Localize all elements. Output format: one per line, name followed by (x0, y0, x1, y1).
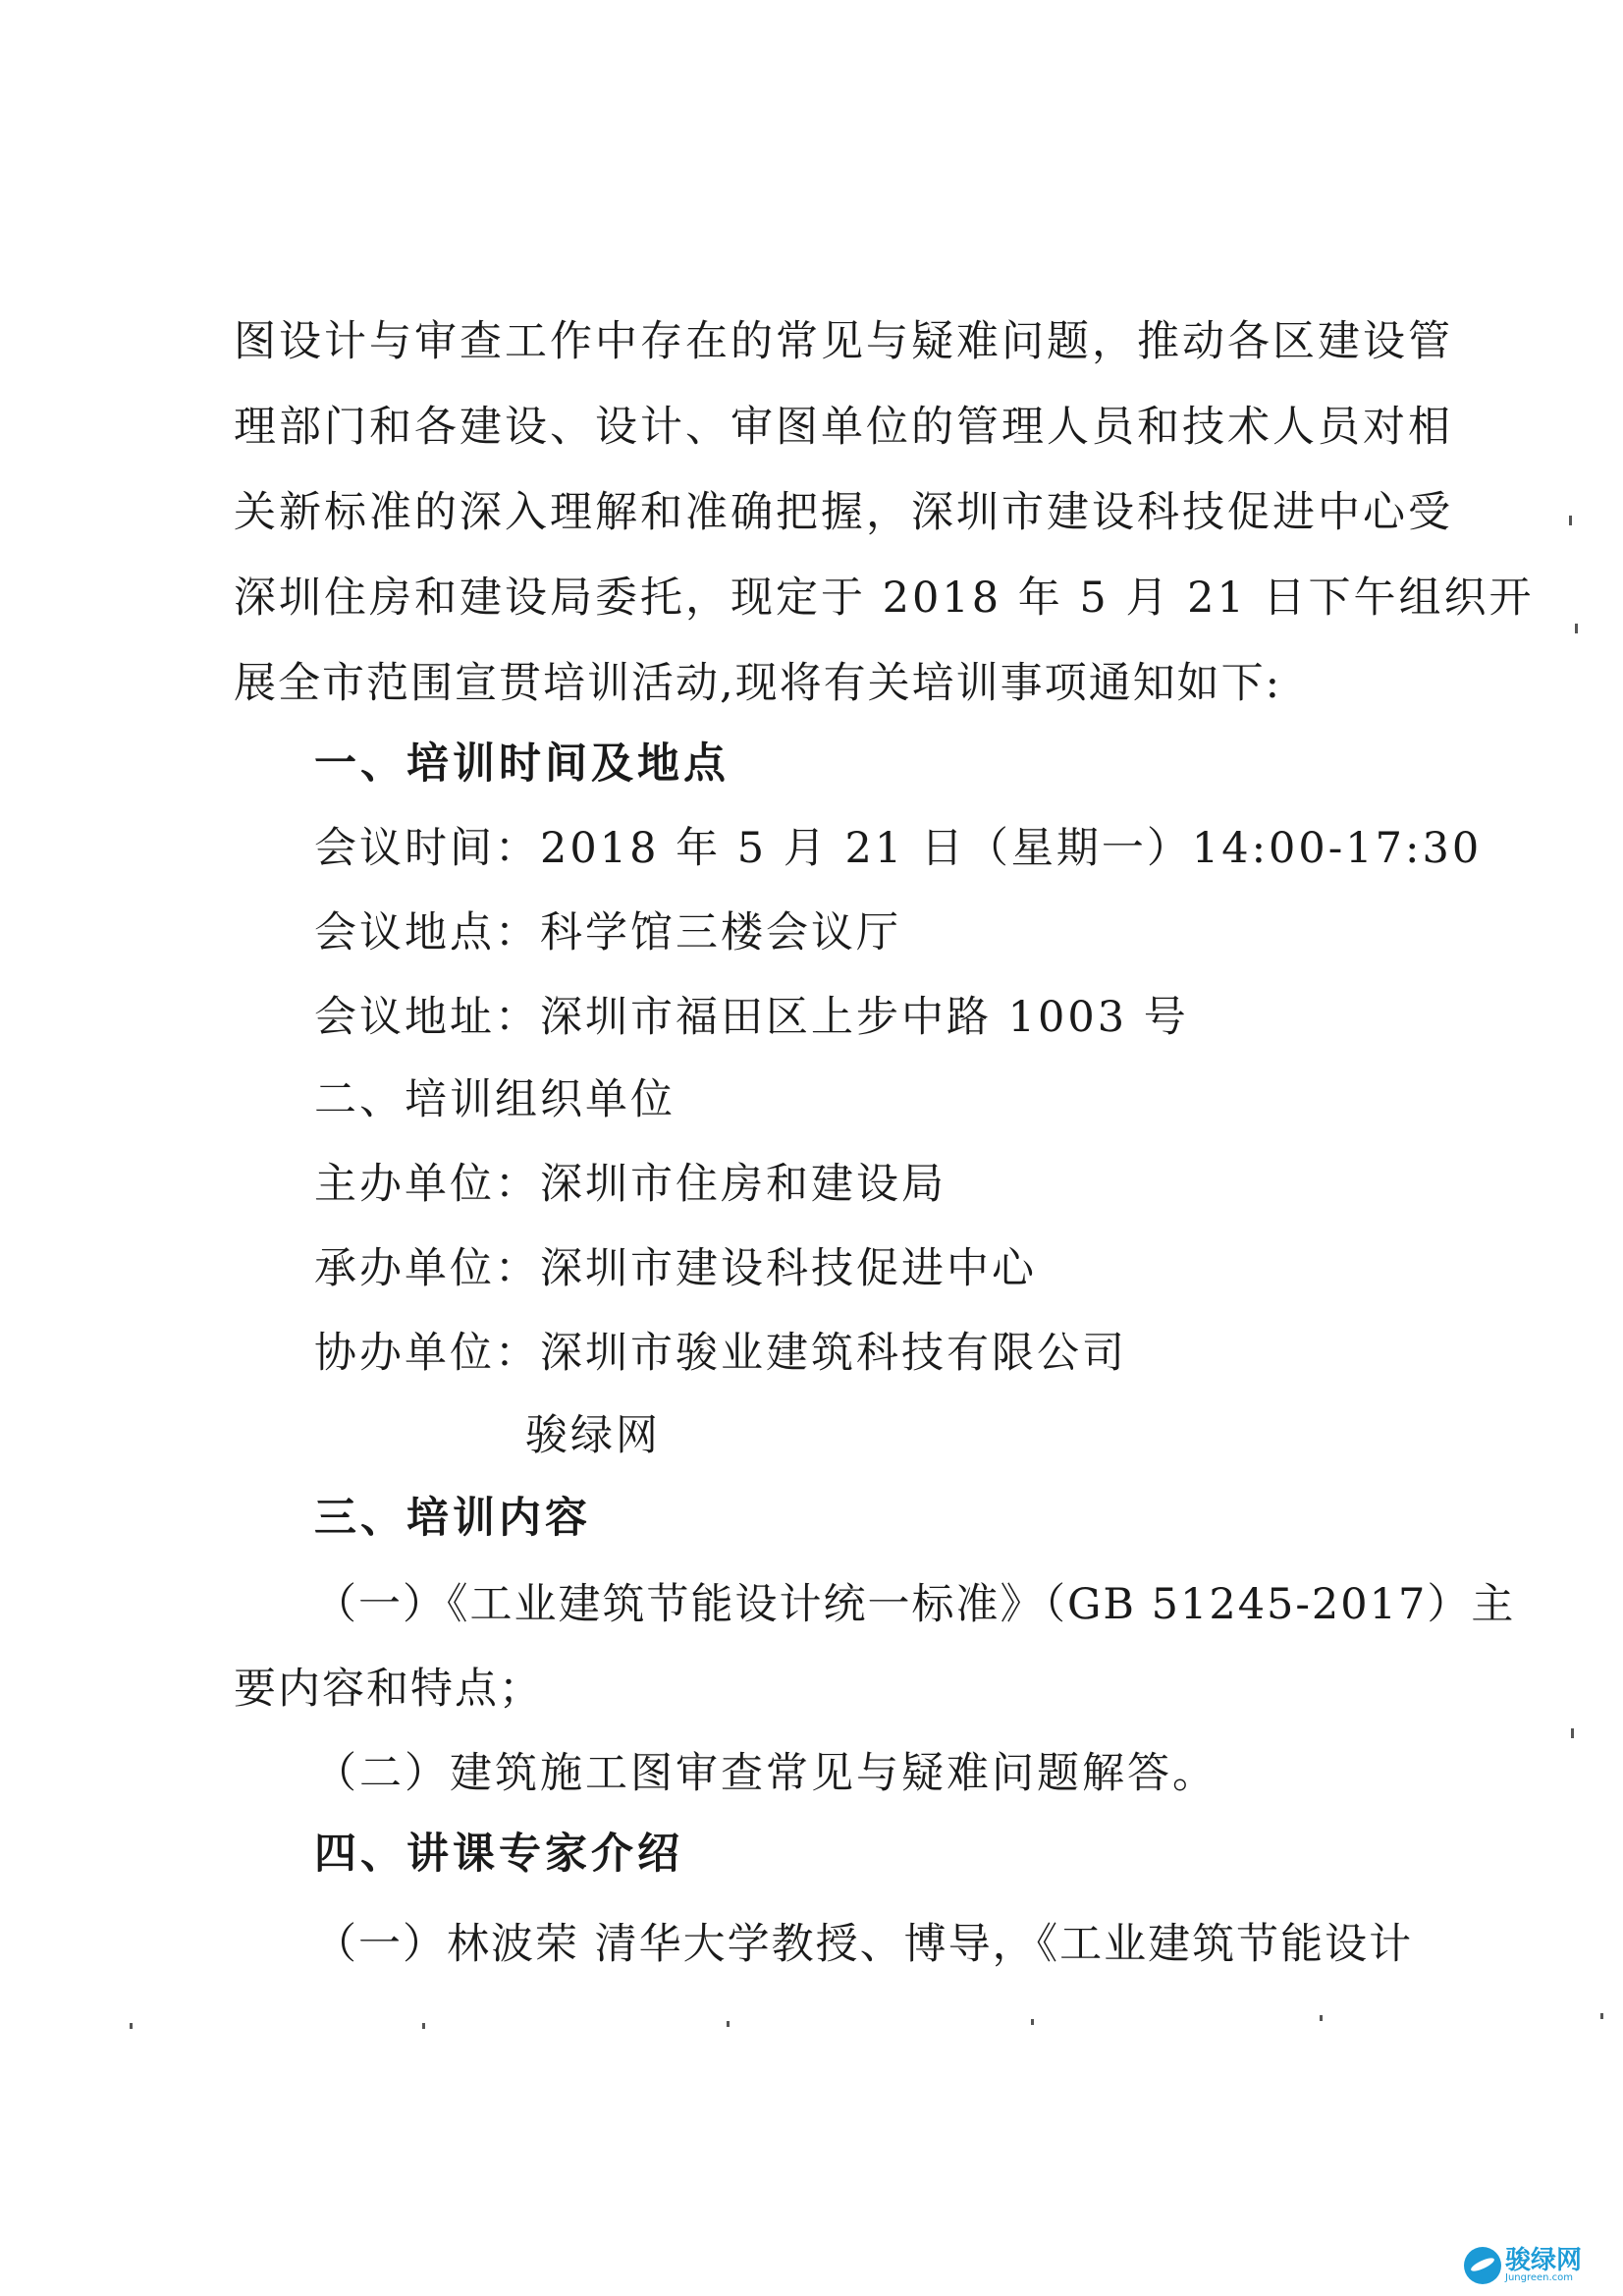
meeting-venue-value: 科学馆三楼会议厅 (540, 908, 901, 957)
meeting-address-label: 会议地址： (314, 993, 540, 1042)
intro-line-2: 理部门和各建设、设计、审图单位的管理人员和技术人员对相 (234, 403, 1453, 452)
scan-mark (130, 2023, 133, 2029)
scan-mark (1600, 2013, 1603, 2019)
scan-mark (1569, 516, 1572, 525)
section3-heading: 三、培训内容 (314, 1494, 591, 1543)
scan-mark (1031, 2019, 1034, 2025)
scan-mark (422, 2023, 425, 2029)
section1-heading: 一、培训时间及地点 (314, 739, 730, 789)
host-label: 主办单位： (314, 1160, 540, 1209)
scan-mark (1575, 624, 1578, 633)
coorganizer-value: 深圳市骏业建筑科技有限公司 (540, 1329, 1127, 1378)
intro-line-1: 图设计与审查工作中存在的常见与疑难问题，推动各区建设管 (234, 317, 1453, 366)
intro-line-4: 深圳住房和建设局委托，现定于 2018 年 5 月 21 日下午组织开 (234, 574, 1535, 623)
meeting-venue-label: 会议地点： (314, 908, 540, 957)
intro-line-5: 展全市范围宣贯培训活动,现将有关培训事项通知如下: (234, 659, 1282, 708)
watermark-url: Jungreen.com (1505, 2272, 1574, 2283)
content-item-1-line-2: 要内容和特点； (234, 1665, 543, 1714)
expert-item-1: （一）林波荣 清华大学教授、博导，《工业建筑节能设计 (314, 1920, 1414, 1969)
watermark-name: 骏绿网 (1505, 2246, 1583, 2275)
organizer-row (314, 1239, 1037, 1298)
coorganizer-value-2: 骏绿网 (525, 1411, 661, 1460)
jungreen-logo-icon (1464, 2247, 1501, 2284)
organizer-value: 深圳市建设科技促进中心 (540, 1244, 1037, 1293)
meeting-address-value: 深圳市福田区上步中路 1003 号 (540, 993, 1189, 1042)
meeting-venue-row (314, 903, 901, 962)
section4-heading: 四、讲课专家介绍 (314, 1830, 683, 1879)
meeting-time-value: 2018 年 5 月 21 日（星期一）14:00-17:30 (540, 824, 1483, 873)
jungreen-watermark-logo (1464, 2243, 1611, 2288)
scan-mark (727, 2021, 730, 2027)
scan-mark (1320, 2015, 1323, 2021)
scan-mark (1571, 1728, 1574, 1738)
coorganizer-label: 协办单位： (314, 1329, 540, 1378)
meeting-address-row (314, 988, 1189, 1047)
content-item-1-line-1: （一）《工业建筑节能设计统一标准》（GB 51245-2017）主 (314, 1580, 1516, 1629)
organizer-label: 承办单位： (314, 1244, 540, 1293)
host-value: 深圳市住房和建设局 (540, 1160, 947, 1209)
intro-line-3: 关新标准的深入理解和准确把握，深圳市建设科技促进中心受 (234, 488, 1453, 537)
host-row (314, 1155, 947, 1214)
meeting-time-label: 会议时间： (314, 824, 540, 873)
meeting-time-row (314, 819, 1482, 878)
section2-heading: 二、培训组织单位 (314, 1075, 676, 1124)
content-item-2: （二）建筑施工图审查常见与疑难问题解答。 (314, 1749, 1217, 1798)
coorganizer-row (314, 1324, 1127, 1383)
